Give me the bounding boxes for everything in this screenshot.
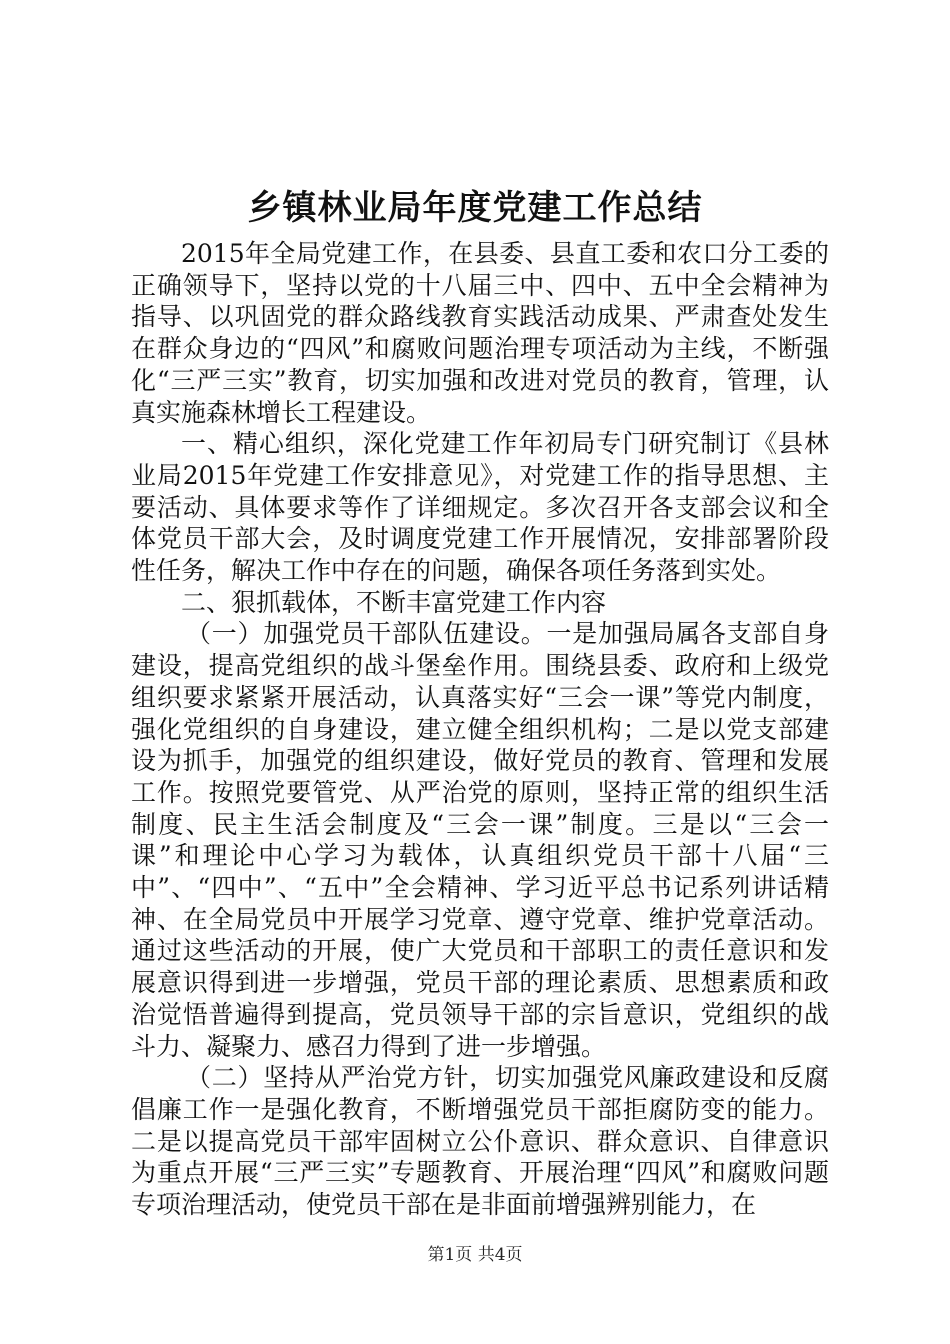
document-title: 乡镇林业局年度党建工作总结	[247, 188, 703, 228]
document-body	[131, 238, 829, 1221]
paragraph-intro: 2015年全局党建工作，在县委、县直工委和农口分工委的正确领导下，坚持以党的十八届三中、四中、五中全会精神为指导、以巩固党的群众路线教育实践活动成果、严肃查处发生在群众身边的“四风”和腐败问题治理专项活动为主线，不断强化“三严三实”教育，切实加强和改进对党员的教育，管理，认真实施森林增长工程建设。	[131, 239, 829, 427]
paragraph-subsection-2: （二）坚持从严治党方针，切实加强党风廉政建设和反腐倡廉工作一是强化教育，不断增强党员干部拒腐防变的能力。二是以提高党员干部牢固树立公仆意识、群众意识、自律意识为重点开展“三严三实”专题教育、开展治理“四风”和腐败问题专项治理活动，使党员干部在是非面前增强辨别能力，在	[131, 1063, 829, 1220]
paragraph-subsection-1: （一）加强党员干部队伍建设。一是加强局属各支部自身建设，提高党组织的战斗堡垒作用。围绕县委、政府和上级党组织要求紧紧开展活动，认真落实好“三会一课”等党内制度，强化党组织的自身建设，建立健全组织机构；二是以党支部建设为抓手，加强党的组织建设，做好党员的教育、管理和发展工作。按照党要管党、从严治党的原则，坚持正常的组织生活制度、民主生活会制度及“三会一课”制度。三是以“三会一课”和理论中心学习为载体，认真组织党员干部十八届“三中”、“四中”、“五中”全会精神、学习近平总书记系列讲话精神、在全局党员中开展学习党章、遵守党章、维护党章活动。通过这些活动的开展，使广大党员和干部职工的责任意识和发展意识得到进一步增强，党员干部的理论素质、思想素质和政治觉悟普遍得到提高，党员领导干部的宗旨意识，党组织的战斗力、凝聚力、感召力得到了进一步增强。	[131, 619, 829, 1061]
page-footer: 第1页 共4页	[427, 1245, 523, 1265]
paragraph-section-1: 一、精心组织，深化党建工作年初局专门研究制订《县林业局2015年党建工作安排意见》，对党建工作的指导思想、主要活动、具体要求等作了详细规定。多次召开各支部会议和全体党员干部大会，及时调度党建工作开展情况，安排部署阶段性任务，解决工作中存在的问题，确保各项任务落到实处。	[131, 429, 829, 586]
paragraph-section-2-heading: 二、狠抓载体，不断丰富党建工作内容	[181, 587, 607, 617]
